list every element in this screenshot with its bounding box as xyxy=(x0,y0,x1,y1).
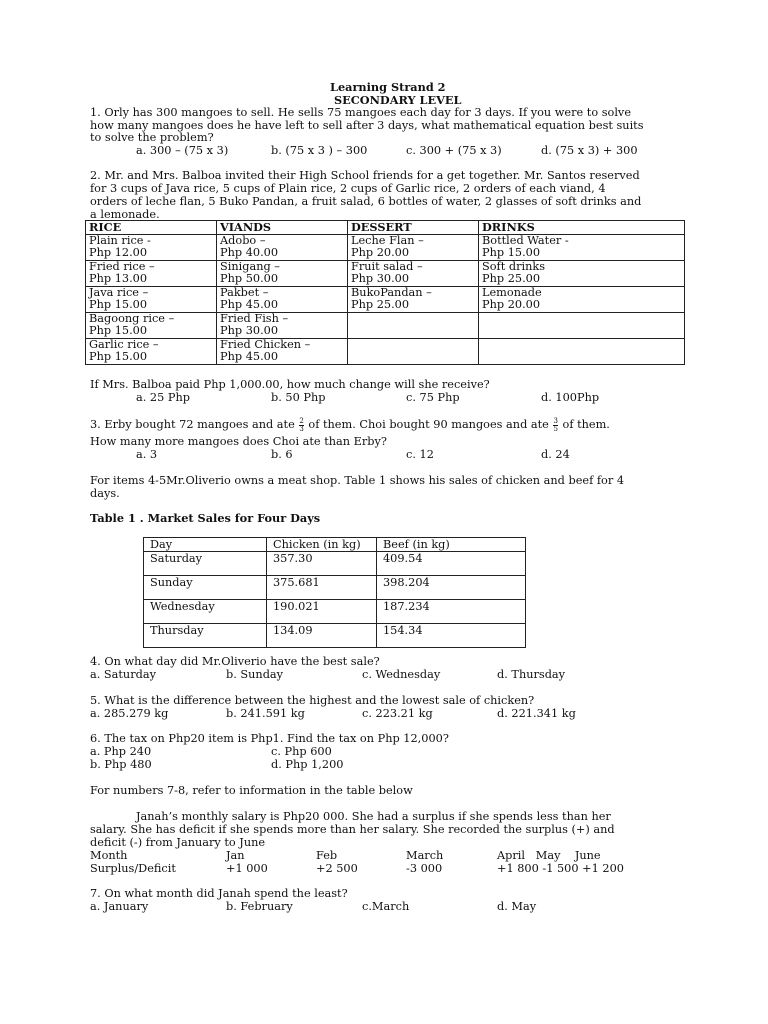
q2-line: 2. Mr. and Mrs. Balboa invited their High School friends for a get together. Mr. Santos reserved xyxy=(90,169,640,182)
surplus-march: -3 000 xyxy=(406,862,443,875)
q6-question: 6. The tax on Php20 item is Php1. Find the tax on Php 12,000? xyxy=(90,732,449,745)
menu-header-rice: RICE xyxy=(86,221,217,235)
table-row xyxy=(144,576,526,600)
q3-option-b: b. 6 xyxy=(271,448,293,461)
menu-cell: Plain rice - Php 12.00 xyxy=(86,234,217,260)
q5-option-b: b. 241.591 kg xyxy=(226,707,305,720)
sales-table xyxy=(143,537,526,648)
q3-option-d: d. 24 xyxy=(541,448,570,461)
sales-chicken: 375.681 xyxy=(267,576,377,600)
janah-line: deficit (-) from January to June xyxy=(90,836,266,849)
fraction-three-fifths: $\frac{3}{5}$ xyxy=(553,416,558,433)
menu-cell: Fried rice – Php 13.00 xyxy=(86,260,217,286)
surplus-feb: +2 500 xyxy=(316,862,358,875)
sales-header-chicken: Chicken (in kg) xyxy=(267,538,377,552)
table1-caption: Table 1 . Market Sales for Four Days xyxy=(90,511,321,525)
menu-cell: Pakbet – Php 45.00 xyxy=(217,286,348,312)
menu-cell xyxy=(479,338,685,364)
sales-day: Saturday xyxy=(144,552,267,576)
menu-cell: Lemonade Php 20.00 xyxy=(479,286,685,312)
menu-cell: Leche Flan – Php 20.00 xyxy=(348,234,479,260)
menu-cell: Garlic rice – Php 15.00 xyxy=(86,338,217,364)
q5-option-d: d. 221.341 kg xyxy=(497,707,576,720)
sales-day: Wednesday xyxy=(144,600,267,624)
q7-question: 7. On what month did Janah spend the least? xyxy=(90,887,348,900)
menu-cell: Java rice – Php 15.00 xyxy=(86,286,217,312)
menu-cell: Fried Fish – Php 30.00 xyxy=(217,312,348,338)
q3-line: 3. Erby bought 72 mangoes and ate $\frac{2}{3}$ of them. Choi bought 90 mangoes and ate $\frac{3}{5}$ of them. xyxy=(90,416,610,433)
month-label: Month xyxy=(90,849,128,862)
janah-line: Janah’s monthly salary is Php20 000. She had a surplus if she spends less than her xyxy=(136,810,611,823)
month-feb: Feb xyxy=(316,849,338,862)
q2-option-d: d. 100Php xyxy=(541,391,600,404)
q1-line: how many mangoes does he have left to sell after 3 days, what mathematical equation best suits xyxy=(90,119,644,132)
sales-chicken: 134.09 xyxy=(267,624,377,648)
q6-option-a: a. Php 240 xyxy=(90,745,152,758)
q4-question: 4. On what day did Mr.Oliverio have the best sale? xyxy=(90,655,380,668)
janah-line: salary. She has deficit if she spends more than her salary. She recorded the surplus (+) and xyxy=(90,823,615,836)
sales-beef: 398.204 xyxy=(377,576,526,600)
q3-option-a: a. 3 xyxy=(136,448,158,461)
surplus-jan: +1 000 xyxy=(226,862,268,875)
q2-question: If Mrs. Balboa paid Php 1,000.00, how much change will she receive? xyxy=(90,378,490,391)
q5-option-c: c. 223.21 kg xyxy=(362,707,433,720)
sales-beef: 409.54 xyxy=(377,552,526,576)
q4-option-b: b. Sunday xyxy=(226,668,284,681)
month-march: March xyxy=(406,849,444,862)
menu-header-dessert: DESSERT xyxy=(348,221,479,235)
q7-option-c: c.March xyxy=(362,900,410,913)
sales-day: Thursday xyxy=(144,624,267,648)
q7-option-b: b. February xyxy=(226,900,293,913)
menu-cell: BukoPandan – Php 25.00 xyxy=(348,286,479,312)
q1-option-b: b. (75 x 3 ) – 300 xyxy=(271,144,368,157)
q5-option-a: a. 285.279 kg xyxy=(90,707,169,720)
q6-option-b: b. Php 480 xyxy=(90,758,152,771)
intro-line: For items 4-5Mr.Oliverio owns a meat shop. Table 1 shows his sales of chicken and beef for 4 xyxy=(90,474,625,487)
q2-line: orders of leche flan, 5 Buko Pandan, a fruit salad, 6 bottles of water, 2 glasses of soft drinks and xyxy=(90,195,642,208)
menu-cell: Bottled Water - Php 15.00 xyxy=(479,234,685,260)
q6-option-d: d. Php 1,200 xyxy=(271,758,344,771)
table-row xyxy=(144,624,526,648)
menu-row xyxy=(86,260,685,286)
q1-option-c: c. 300 + (75 x 3) xyxy=(406,144,502,157)
q2-option-c: c. 75 Php xyxy=(406,391,460,404)
month-jan: Jan xyxy=(226,849,245,862)
q2-option-b: b. 50 Php xyxy=(271,391,326,404)
sales-header-day: Day xyxy=(144,538,267,552)
menu-cell: Sinigang – Php 50.00 xyxy=(217,260,348,286)
menu-cell: Fruit salad – Php 30.00 xyxy=(348,260,479,286)
q4-option-d: d. Thursday xyxy=(497,668,566,681)
menu-row xyxy=(86,312,685,338)
q4-option-c: c. Wednesday xyxy=(362,668,441,681)
q1-option-d: d. (75 x 3) + 300 xyxy=(541,144,638,157)
sales-chicken: 357.30 xyxy=(267,552,377,576)
sales-beef: 154.34 xyxy=(377,624,526,648)
q5-question: 5. What is the difference between the highest and the lowest sale of chicken? xyxy=(90,694,535,707)
menu-header-viands: VIANDS xyxy=(217,221,348,235)
intro-line: days. xyxy=(90,487,120,500)
q7-option-a: a. January xyxy=(90,900,149,913)
q1-line: to solve the problem? xyxy=(90,131,214,144)
table-row xyxy=(144,600,526,624)
menu-row xyxy=(86,234,685,260)
surplus-apr-may-jun: +1 800 -1 500 +1 200 xyxy=(497,862,624,875)
q7-option-d: d. May xyxy=(497,900,537,913)
sales-chicken: 190.021 xyxy=(267,600,377,624)
menu-cell xyxy=(348,338,479,364)
menu-cell: Soft drinks Php 25.00 xyxy=(479,260,685,286)
menu-header-drinks: DRINKS xyxy=(479,221,685,235)
q3-option-c: c. 12 xyxy=(406,448,434,461)
sales-day: Sunday xyxy=(144,576,267,600)
menu-cell: Fried Chicken – Php 45.00 xyxy=(217,338,348,364)
menu-row xyxy=(86,338,685,364)
month-apr-may-jun: April May June xyxy=(497,849,601,862)
q2-line: for 3 cups of Java rice, 5 cups of Plain rice, 2 cups of Garlic rice, 2 orders of each viand, 4 xyxy=(90,182,606,195)
menu-cell: Bagoong rice – Php 15.00 xyxy=(86,312,217,338)
page-title: Learning Strand 2 xyxy=(330,80,446,94)
q2-line: a lemonade. xyxy=(90,208,160,221)
menu-table xyxy=(85,220,685,365)
fraction-two-thirds: $\frac{2}{3}$ xyxy=(299,416,304,433)
menu-cell: Adobo – Php 40.00 xyxy=(217,234,348,260)
table-row xyxy=(144,552,526,576)
menu-cell xyxy=(479,312,685,338)
q1-line: 1. Orly has 300 mangoes to sell. He sells 75 mangoes each day for 3 days. If you were to solve xyxy=(90,106,632,119)
q4-option-a: a. Saturday xyxy=(90,668,156,681)
page-subtitle: SECONDARY LEVEL xyxy=(334,93,462,107)
surplus-label: Surplus/Deficit xyxy=(90,862,176,875)
q1-option-a: a. 300 – (75 x 3) xyxy=(136,144,229,157)
intro-78: For numbers 7-8, refer to information in the table below xyxy=(90,784,413,797)
menu-row xyxy=(86,286,685,312)
sales-header-beef: Beef (in kg) xyxy=(377,538,526,552)
q3-line: How many more mangoes does Choi ate than Erby? xyxy=(90,435,387,448)
q2-option-a: a. 25 Php xyxy=(136,391,190,404)
menu-cell xyxy=(348,312,479,338)
sales-beef: 187.234 xyxy=(377,600,526,624)
q6-option-c: c. Php 600 xyxy=(271,745,332,758)
